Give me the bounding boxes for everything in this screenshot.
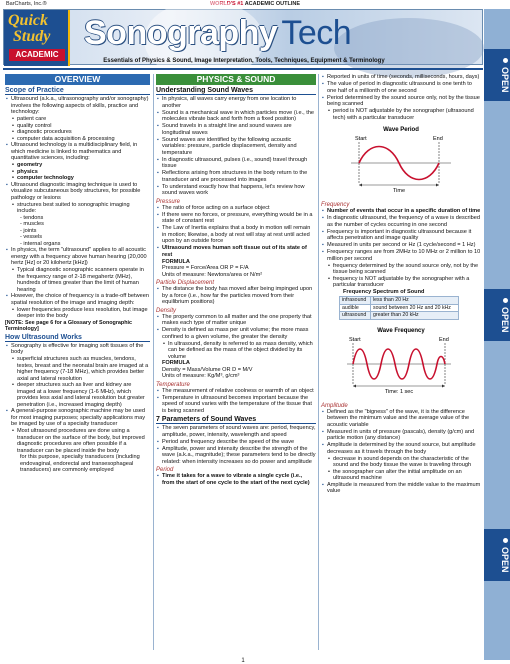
tab-hole-icon <box>503 538 508 543</box>
list-item: • geometry <box>5 162 150 169</box>
list-item: ▪ The seven parameters of sound waves are: period, frequency, amplitude, power, intensity, wavelength and speed <box>156 425 316 438</box>
wave-frequency-start: Start <box>349 336 361 343</box>
glossary-note: [NOTE: See page 6 for a Glossary of Sonographic Terminology] <box>5 319 133 332</box>
wave-frequency-end: End <box>439 336 449 343</box>
list-item: • frequency is NOT adjustable by the sonographer with a particular transducer <box>321 276 481 289</box>
pressure-formula: Pressure = Force/Area OR P = F/A <box>162 265 249 271</box>
list-item: ▪ Time it takes for a wave to vibrate a single cycle (i.e., from the start of one cycle to the start of the next cycle) <box>156 473 316 486</box>
list-item: • superficial structures such as muscles, tendons, testes, breast and the neonatal brain are imaged at a higher frequency (7-18 MHz), which provides better axial and lateral resolution <box>5 356 150 382</box>
list-item: ▪ If there were no forces, or pressure, everything would be in a state of constant rest <box>156 212 316 225</box>
tab-label: OPEN <box>500 306 510 333</box>
top-line <box>0 0 510 9</box>
works-title: How Ultrasound Works <box>5 334 150 342</box>
list-item: • period is NOT adjustable by the sonographer (ultrasound tech) with a particular transducer <box>321 108 481 121</box>
logo-study: Study <box>13 28 51 45</box>
list-item: • diagnostic procedures <box>5 129 150 136</box>
pressure-units: Units of measure: Newtons/area or N/m² <box>162 271 263 278</box>
open-tab-2[interactable] <box>484 289 510 341</box>
list-item: ▪ The property common to all matter and the one property that makes each type of matter unique <box>156 314 316 327</box>
table-cell: ultrasound <box>340 312 371 320</box>
list-item: ▪ Measured in units per second or Hz (1 cycle/second = 1 Hz) <box>321 242 481 249</box>
scope-title: Scope of Practice <box>5 87 150 95</box>
wave-period-end: End <box>433 136 443 142</box>
tab-label: OPEN <box>500 66 510 93</box>
list-item: ▪ Sound is a mechanical wave in which particles move (i.e., the molecules vibrate back and forth from a fixed position) <box>156 110 316 123</box>
list-item: ▪ Number of events that occur in a specific duration of time <box>321 208 481 215</box>
list-item: ▪ The distance the body has moved after being impinged upon by a force (i.e., how far the particles moved from their equilibrium positions) <box>156 286 316 306</box>
spectrum-title: Frequency Spectrum of Sound <box>343 288 425 295</box>
displacement-title: Particle Displacement <box>156 280 215 286</box>
wave-frequency-time: Time: 1 sec <box>384 388 414 395</box>
page-subtitle: Essentials of Physics & Sound, Image Interpretation, Tools, Techniques, Equipment & Terminology <box>103 58 385 64</box>
wave-period-diagram <box>321 123 481 193</box>
list-item: • decrease in sound depends on the characteristic of the sound and the body tissue the wave is traveling through <box>321 456 481 469</box>
list-item: ▪ Reported in units of time (seconds, milliseconds, hours, days) <box>321 74 481 81</box>
list-item: ▪ A general-purpose sonographic machine may be used for most imaging purposes; specialty applications may be imaged by use of a specialty transducer <box>5 408 150 428</box>
list-item: ▪ Frequency is important in diagnostic ultrasound because it affects penetration and image quality <box>321 229 481 242</box>
wave-frequency-diagram <box>321 324 481 394</box>
list-item: • frequency determined by the sound source only, not by the tissue being scanned <box>321 263 481 276</box>
list-item: - muscles <box>20 221 44 227</box>
list-item: • Most ultrasound procedures are done using a transducer on the surface of the body, but improved diagnostic procedures are often possible if a transducer can be placed inside the body <box>5 428 150 454</box>
wave-period-time: Time <box>392 188 406 194</box>
params-title: 7 Parameters of Sound Waves <box>156 416 316 424</box>
list-item: ▪ However, the choice of frequency is a trade-off between spatial resolution of the image and imaging depth: <box>5 293 150 306</box>
list-item: ▪ In physics, the term "ultrasound" applies to all acoustic energy with a frequency above human hearing (20,000 hertz [Hz] or 20 kilohertz [kHz]) <box>5 247 150 267</box>
list-item: ▪ In physics, all waves carry energy from one location to another <box>156 96 316 109</box>
list-item: ▪ Sound travels in a straight line and sound waves are longitudinal waves <box>156 123 316 136</box>
publisher-name: BarCharts, Inc.® <box>6 1 47 7</box>
list-item: ▪ Period and frequency describe the speed of the wave <box>156 439 316 446</box>
tab-label: OPEN <box>500 546 510 573</box>
table-cell: sound between 20 Hz and 20 kHz <box>371 304 459 312</box>
list-item: for this purpose, specialty transducers (including endovaginal, endorectal and transesophageal transducers) are commonly employed <box>20 454 140 474</box>
wave-period-title: Wave Period <box>383 127 419 133</box>
wave-period-start: Start <box>355 136 367 142</box>
list-item: - joints <box>20 227 37 234</box>
list-item: ▪ In diagnostic ultrasound, pulses (i.e., sound) travel through tissue <box>156 157 316 170</box>
list-item: ▪ Temperature in ultrasound becomes important because the speed of sound varies with the temperature of the tissue that is being scanned <box>156 395 316 415</box>
list-item: ▪ Amplitude is determined by the sound source, but amplitude decreases as it travels through the body <box>321 442 481 455</box>
content-page <box>3 68 483 664</box>
list-item: ▪ The ratio of force acting on a surface object <box>156 205 316 212</box>
list-item: ▪ To understand exactly how that happens, let's review how sound waves work <box>156 184 316 197</box>
table-row <box>340 312 459 320</box>
amplitude-title: Amplitude <box>321 402 348 409</box>
list-item: ▪ Ultrasound technology is a multidisciplinary field, in which medicine is linked to mathematics and quantitative sciences, including: <box>5 142 150 162</box>
list-item: • computer technology <box>5 175 150 182</box>
list-item: ▪ Frequency ranges are from 2MHz to 10 MHz or 2 million to 10 million per second <box>321 249 481 262</box>
list-item: ▪ The value of period in diagnostic ultrasound is one tenth to one half of a millionth of one second <box>321 81 481 94</box>
page-title <box>84 13 351 53</box>
title-banner <box>3 9 483 65</box>
list-item: - tendons <box>20 214 44 221</box>
tab-hole-icon <box>503 58 508 63</box>
table-row <box>340 304 459 312</box>
list-item: ▪ In diagnostic ultrasound, the frequency of a wave is described as the number of cycles occurring in one second <box>321 215 481 228</box>
list-item: • the sonographer can alter the initial amplitude on an ultrasound machine <box>321 469 481 482</box>
list-item: • quality control <box>5 123 150 130</box>
tab-hole-icon <box>503 298 508 303</box>
overview-column <box>5 74 150 650</box>
list-item: ▪ Ultrasound moves human soft tissue out of its state of rest <box>156 245 316 258</box>
list-item: ▪ Measured in units of pressure (pascals), density (g/cm) and particle motion (any distance) <box>321 429 481 442</box>
tagline-rest: ACADEMIC OUTLINE <box>243 1 301 7</box>
list-item: • physics <box>5 169 150 176</box>
table-cell: less than 20 Hz <box>371 297 459 305</box>
list-item: ▪ Period determined by the sound source only, not by the tissue being scanned <box>321 95 481 108</box>
period-frequency-column <box>321 74 481 650</box>
density-formula: Density = Mass/Volume OR D = M/V <box>162 366 253 373</box>
table-cell: audible <box>340 304 371 312</box>
list-item: • structures best suited to sonographic imaging include: <box>5 202 150 215</box>
side-tabs <box>484 9 510 660</box>
list-item: ▪ Ultrasound (a.k.a., ultrasonography and/or sonography) involves the following aspects of skills, practice and technology: <box>5 96 150 116</box>
list-item: ▪ Defined as the "bigness" of the wave, it is the difference between the minimum value and the average value of the acoustic variable <box>321 409 481 429</box>
title-tech: Tech <box>281 14 352 52</box>
tagline-prefix: WORLD'S #1 <box>209 1 244 7</box>
list-item: ▪ Ultrasound diagnostic imaging technique is used to visualize subcutaneous body structures, for possible pathology or lesions <box>5 182 150 202</box>
list-item: ▪ Reflections arising from structures in the body return to the transducer and are processed into images <box>156 170 316 183</box>
list-item: ▪ The Law of Inertia explains that a body in motion will remain in motion; likewise, a body at rest will stay at rest until acted upon by an outside force <box>156 225 316 245</box>
density-units: Units of measure: Kg/M³, g/cm³ <box>162 373 240 379</box>
temperature-title: Temperature <box>156 381 190 388</box>
logo-quick: Quick <box>8 12 48 29</box>
period-title: Period <box>156 467 174 473</box>
table-cell: greater than 20 kHz <box>371 312 459 320</box>
wave-frequency-title: Wave Frequency <box>377 327 425 334</box>
list-item: • patient care <box>5 116 150 123</box>
list-item: • In ultrasound, density is referred to as mass density, which can be defined as the mass of the object divided by its volume <box>156 341 316 361</box>
list-item: • computer data acquisition & processing <box>5 136 150 143</box>
list-item: ▪ The measurement of relative coolness or warmth of an object <box>156 388 316 395</box>
physics-column <box>156 74 316 650</box>
list-item: ▪ Density is defined as mass per unit volume; the more mass confined to a given volume, the greater the density <box>156 327 316 340</box>
physics-header: PHYSICS & SOUND <box>156 74 316 85</box>
list-item: ▪ Sonography is effective for imaging soft tissues of the body <box>5 343 150 356</box>
density-title: Density <box>156 307 177 314</box>
page-number: 1 <box>241 658 245 664</box>
list-item: - internal organs <box>20 240 61 247</box>
table-cell: infrasound <box>340 297 371 305</box>
list-item: - vessels <box>20 234 43 240</box>
open-tab-3[interactable] <box>484 529 510 581</box>
list-item: • lower frequencies produce less resolution, but image deeper into the body <box>5 307 150 320</box>
logo-academic: ACADEMIC <box>9 49 65 61</box>
formula-label: FORMULA <box>162 360 190 366</box>
understanding-title: Understanding Sound Waves <box>156 87 316 95</box>
table-row <box>340 297 459 305</box>
overview-header: OVERVIEW <box>5 74 150 85</box>
list-item: ▪ Amplitude, power and intensity describe the strength of the wave (a.k.a., magnitude); these parameters tend to be directly related: when intensity increases so do power and amplitude <box>156 446 316 466</box>
title-main: Sonography <box>84 14 278 52</box>
formula-label: FORMULA <box>162 258 190 265</box>
list-item: ▪ Sound waves are identified by the following acoustic variables: pressure, particle displacement, density and temperature <box>156 137 316 157</box>
list-item: • Typical diagnostic sonographic scanners operate in the frequency range of 2-18 megahertz (MHz), hundreds of times greater than the limit of human hearing <box>5 267 150 293</box>
list-item: ▪ Amplitude is measured from the middle value to the maximum value <box>321 482 481 495</box>
frequency-spectrum-table <box>339 296 459 320</box>
pressure-title: Pressure <box>156 198 181 205</box>
frequency-title: Frequency <box>321 202 350 208</box>
tagline <box>0 1 510 7</box>
list-item: • deeper structures such as liver and kidney are imaged at a lower frequency (1-6 MHz), which provides less axial and lateral resolution but greater penetration (i.e., increased imaging depth) <box>5 382 150 408</box>
open-tab-1[interactable] <box>484 49 510 101</box>
